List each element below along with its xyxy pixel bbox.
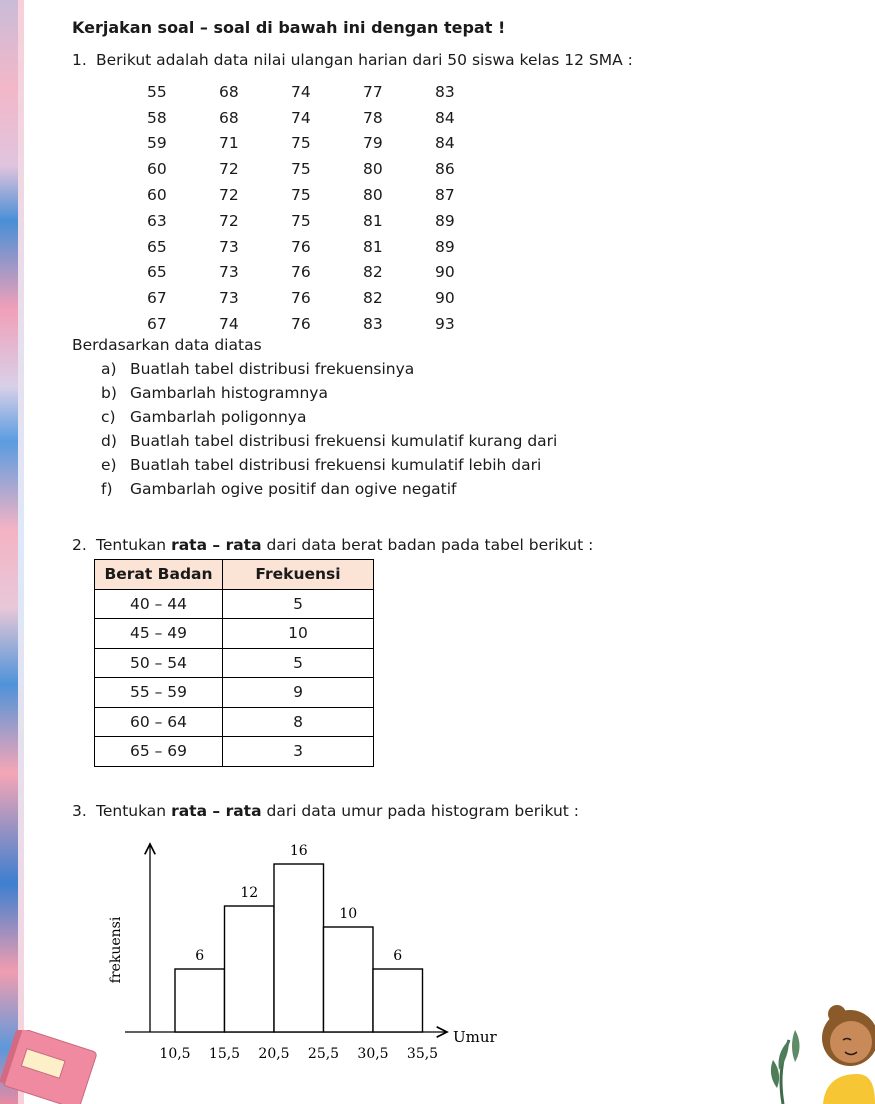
task-label: d) bbox=[101, 432, 117, 450]
score-cell: 77 bbox=[363, 82, 383, 101]
table-header-row bbox=[95, 560, 374, 590]
weight-interval-cell: 45 – 49 bbox=[95, 619, 223, 649]
score-cell: 76 bbox=[291, 289, 311, 308]
question-1-text: Berikut adalah data nilai ulangan harian dari 50 siswa kelas 12 SMA : bbox=[96, 51, 633, 69]
histogram-bar bbox=[274, 864, 324, 1032]
score-cell: 59 bbox=[147, 134, 167, 153]
task-item bbox=[101, 408, 306, 426]
notebook-illustration bbox=[0, 1030, 120, 1104]
table-row bbox=[95, 648, 374, 678]
question-2-text-bold: rata – rata bbox=[171, 536, 262, 554]
question-1-number: 1. bbox=[72, 51, 87, 69]
task-label: f) bbox=[101, 480, 113, 498]
question-1 bbox=[72, 51, 633, 69]
frequency-cell: 9 bbox=[223, 678, 374, 708]
table-row bbox=[95, 678, 374, 708]
x-tick-label: 25,5 bbox=[307, 1046, 340, 1062]
score-cell: 76 bbox=[291, 263, 311, 282]
question-3-text-bold: rata – rata bbox=[171, 802, 262, 820]
score-cell: 90 bbox=[435, 263, 455, 282]
task-item bbox=[101, 456, 541, 474]
score-cell: 89 bbox=[435, 237, 455, 256]
score-data-grid bbox=[143, 79, 503, 337]
score-cell: 71 bbox=[219, 134, 239, 153]
x-tick-label: 10,5 bbox=[159, 1046, 191, 1062]
girl-illustration bbox=[765, 990, 875, 1104]
score-cell: 89 bbox=[435, 211, 455, 230]
score-row bbox=[143, 260, 503, 286]
frequency-cell: 3 bbox=[223, 737, 374, 767]
x-tick-label: 30,5 bbox=[357, 1046, 389, 1062]
bar-value-label: 6 bbox=[393, 948, 403, 964]
question-3-text-post: dari data umur pada histogram berikut : bbox=[261, 802, 580, 820]
score-cell: 68 bbox=[219, 82, 239, 101]
score-cell: 84 bbox=[435, 134, 455, 153]
weight-interval-cell: 60 – 64 bbox=[95, 707, 223, 737]
score-cell: 65 bbox=[147, 237, 167, 256]
score-cell: 72 bbox=[219, 186, 239, 205]
score-row bbox=[143, 182, 503, 208]
table-row bbox=[95, 619, 374, 649]
score-row bbox=[143, 105, 503, 131]
bar-value-label: 6 bbox=[195, 948, 205, 964]
score-cell: 87 bbox=[435, 186, 455, 205]
score-cell: 82 bbox=[363, 263, 383, 282]
weight-frequency-table bbox=[94, 559, 374, 767]
table-row bbox=[95, 589, 374, 619]
score-cell: 78 bbox=[363, 108, 383, 127]
weight-interval-cell: 40 – 44 bbox=[95, 589, 223, 619]
score-cell: 81 bbox=[363, 237, 383, 256]
task-text: Buatlah tabel distribusi frekuensi kumulatif lebih dari bbox=[130, 456, 542, 474]
frequency-cell: 8 bbox=[223, 707, 374, 737]
weight-interval-cell: 55 – 59 bbox=[95, 678, 223, 708]
score-cell: 74 bbox=[291, 82, 311, 101]
score-cell: 83 bbox=[363, 315, 383, 334]
score-cell: 63 bbox=[147, 211, 167, 230]
table-header-frequency: Frekuensi bbox=[223, 560, 374, 590]
x-tick-label: 15,5 bbox=[208, 1046, 241, 1062]
x-tick-label: 20,5 bbox=[258, 1046, 290, 1062]
score-row bbox=[143, 131, 503, 157]
y-axis-label: frekuensi bbox=[108, 916, 124, 984]
score-cell: 93 bbox=[435, 315, 455, 334]
bar-value-label: 16 bbox=[289, 843, 308, 859]
histogram-bar bbox=[324, 927, 374, 1032]
task-label: a) bbox=[101, 360, 117, 378]
score-cell: 84 bbox=[435, 108, 455, 127]
score-cell: 83 bbox=[435, 82, 455, 101]
score-row bbox=[143, 79, 503, 105]
score-cell: 73 bbox=[219, 263, 239, 282]
table-row bbox=[95, 707, 374, 737]
decorative-left-border bbox=[0, 0, 18, 1104]
score-row bbox=[143, 156, 503, 182]
histogram-bar bbox=[373, 969, 423, 1032]
score-cell: 76 bbox=[291, 315, 311, 334]
histogram-bar bbox=[175, 969, 225, 1032]
task-text: Gambarlah poligonnya bbox=[130, 408, 307, 426]
score-cell: 80 bbox=[363, 160, 383, 179]
question-2-text-pre: Tentukan bbox=[96, 536, 172, 554]
score-cell: 80 bbox=[363, 186, 383, 205]
weight-interval-cell: 50 – 54 bbox=[95, 648, 223, 678]
question-3-text-pre: Tentukan bbox=[96, 802, 172, 820]
table-row bbox=[95, 737, 374, 767]
age-histogram bbox=[95, 832, 515, 1072]
question-2 bbox=[72, 536, 593, 554]
score-cell: 60 bbox=[147, 160, 167, 179]
score-cell: 76 bbox=[291, 237, 311, 256]
bar-value-label: 12 bbox=[240, 885, 259, 901]
question-3 bbox=[72, 802, 579, 820]
table-header-weight: Berat Badan bbox=[95, 560, 223, 590]
score-cell: 55 bbox=[147, 82, 167, 101]
task-text: Buatlah tabel distribusi frekuensi kumulatif kurang dari bbox=[130, 432, 558, 450]
score-cell: 75 bbox=[291, 134, 311, 153]
task-text: Gambarlah ogive positif dan ogive negatif bbox=[130, 480, 457, 498]
x-axis-label: Umur bbox=[453, 1028, 497, 1046]
task-text: Buatlah tabel distribusi frekuensinya bbox=[130, 360, 415, 378]
score-cell: 74 bbox=[219, 315, 239, 334]
score-row bbox=[143, 208, 503, 234]
score-cell: 58 bbox=[147, 108, 167, 127]
score-cell: 73 bbox=[219, 237, 239, 256]
frequency-cell: 5 bbox=[223, 589, 374, 619]
question-2-number: 2. bbox=[72, 536, 87, 554]
bar-value-label: 10 bbox=[339, 906, 358, 922]
task-item bbox=[101, 432, 557, 450]
task-text: Gambarlah histogramnya bbox=[130, 384, 328, 402]
score-cell: 81 bbox=[363, 211, 383, 230]
score-cell: 86 bbox=[435, 160, 455, 179]
score-cell: 75 bbox=[291, 186, 311, 205]
question-1-intro: Berdasarkan data diatas bbox=[72, 336, 262, 354]
task-label: c) bbox=[101, 408, 116, 426]
score-cell: 74 bbox=[291, 108, 311, 127]
task-label: b) bbox=[101, 384, 117, 402]
task-item bbox=[101, 384, 328, 402]
task-item bbox=[101, 480, 457, 498]
page-heading: Kerjakan soal – soal di bawah ini dengan tepat ! bbox=[72, 18, 506, 37]
score-cell: 75 bbox=[291, 211, 311, 230]
score-row bbox=[143, 285, 503, 311]
score-cell: 72 bbox=[219, 160, 239, 179]
question-2-text-post: dari data berat badan pada tabel berikut : bbox=[261, 536, 594, 554]
weight-interval-cell: 65 – 69 bbox=[95, 737, 223, 767]
question-3-number: 3. bbox=[72, 802, 87, 820]
frequency-cell: 10 bbox=[223, 619, 374, 649]
score-row bbox=[143, 311, 503, 337]
score-cell: 67 bbox=[147, 315, 167, 334]
histogram-bar bbox=[225, 906, 275, 1032]
task-item bbox=[101, 360, 414, 378]
task-label: e) bbox=[101, 456, 117, 474]
score-cell: 72 bbox=[219, 211, 239, 230]
x-tick-label: 35,5 bbox=[406, 1046, 439, 1062]
score-cell: 79 bbox=[363, 134, 383, 153]
frequency-cell: 5 bbox=[223, 648, 374, 678]
score-cell: 82 bbox=[363, 289, 383, 308]
score-cell: 60 bbox=[147, 186, 167, 205]
score-row bbox=[143, 234, 503, 260]
score-cell: 90 bbox=[435, 289, 455, 308]
score-cell: 65 bbox=[147, 263, 167, 282]
score-cell: 73 bbox=[219, 289, 239, 308]
score-cell: 68 bbox=[219, 108, 239, 127]
score-cell: 67 bbox=[147, 289, 167, 308]
score-cell: 75 bbox=[291, 160, 311, 179]
